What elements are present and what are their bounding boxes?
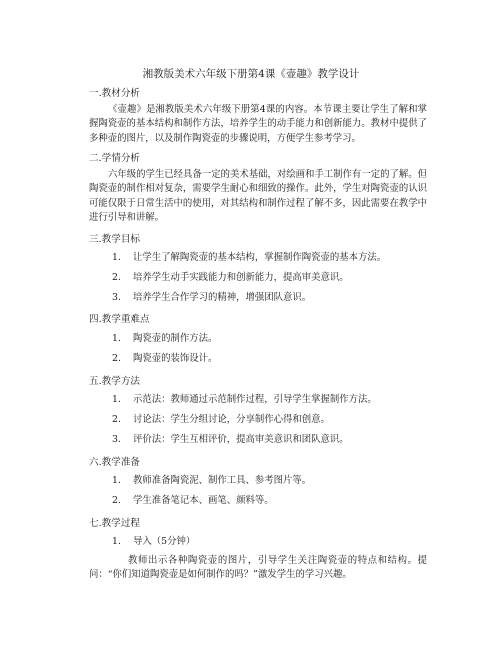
list-item: 陶瓷壶的装饰设计。 xyxy=(133,353,218,364)
list-item-number: 1. xyxy=(112,536,121,547)
section-heading-student-analysis: 二.学情分析 xyxy=(89,153,141,164)
list-item-number: 2. xyxy=(112,495,121,506)
document-title: 湘教版美术六年级下册第4课《壶趣》教学设计 xyxy=(142,68,360,80)
section-heading-preparation: 六.教学准备 xyxy=(89,457,141,468)
list-item-number: 1. xyxy=(112,252,121,263)
list-item: 培养学生动手实践能力和创新能力，提高审美意识。 xyxy=(133,272,349,283)
sub-paragraph-introduction: 教师出示各种陶瓷壶的图片，引导学生关注陶瓷壶的特点和结构。提问：“你们知道陶瓷壶是如何制作的吗？”激发学生的学习兴趣。 xyxy=(89,555,427,581)
list-item: 讨论法：学生分组讨论，分享制作心得和创意。 xyxy=(133,414,330,425)
list-item: 评价法：学生互相评价，提高审美意识和团队意识。 xyxy=(133,434,349,445)
section-heading-teaching-goals: 三.教学目标 xyxy=(89,234,141,245)
section-paragraph-student-analysis: 六年级的学生已经具备一定的美术基础，对绘画和手工制作有一定的了解。但陶瓷壶的制作相对复杂，需要学生耐心和细致的操作。此外，学生对陶瓷壶的认识可能仅限于日常生活中的使用，对其结构和制作过程了解不多，因此需要在教学中进行引导和讲解。 xyxy=(89,169,427,223)
list-item: 培养学生合作学习的精神，增强团队意识。 xyxy=(133,292,312,303)
list-item-number: 2. xyxy=(112,414,121,425)
list-item-number: 2. xyxy=(112,272,121,283)
list-item: 陶瓷壶的制作方法。 xyxy=(133,333,218,344)
list-item-number: 1. xyxy=(112,475,121,486)
list-item: 让学生了解陶瓷壶的基本结构，掌握制作陶瓷壶的基本方法。 xyxy=(133,252,387,263)
list-item-number: 1. xyxy=(112,333,121,344)
section-paragraph-textbook-analysis: 《壶趣》是湘教版美术六年级下册第4课的内容。本节课主要让学生了解和掌握陶瓷壶的基本结构和制作方法，培养学生的动手能力和创新能力。教材中提供了多种壶的图片，以及制作陶瓷壶的步骤说明，方便学生参考学习。 xyxy=(89,104,427,144)
list-item: 导入（5分钟） xyxy=(133,536,196,547)
list-item: 学生准备笔记本、画笔、颜料等。 xyxy=(133,495,274,506)
section-heading-textbook-analysis: 一.教材分析 xyxy=(89,88,141,99)
list-item-number: 3. xyxy=(112,292,121,303)
list-item: 示范法：教师通过示范制作过程，引导学生掌握制作方法。 xyxy=(133,394,377,405)
list-item-number: 3. xyxy=(112,434,121,445)
list-item-number: 1. xyxy=(112,394,121,405)
section-heading-teaching-process: 七.教学过程 xyxy=(89,518,141,529)
section-heading-teaching-methods: 五.教学方法 xyxy=(89,376,141,387)
list-item: 教师准备陶瓷泥、制作工具、参考图片等。 xyxy=(133,475,312,486)
section-heading-key-points: 四.教学重难点 xyxy=(89,314,150,325)
list-item-number: 2. xyxy=(112,353,121,364)
